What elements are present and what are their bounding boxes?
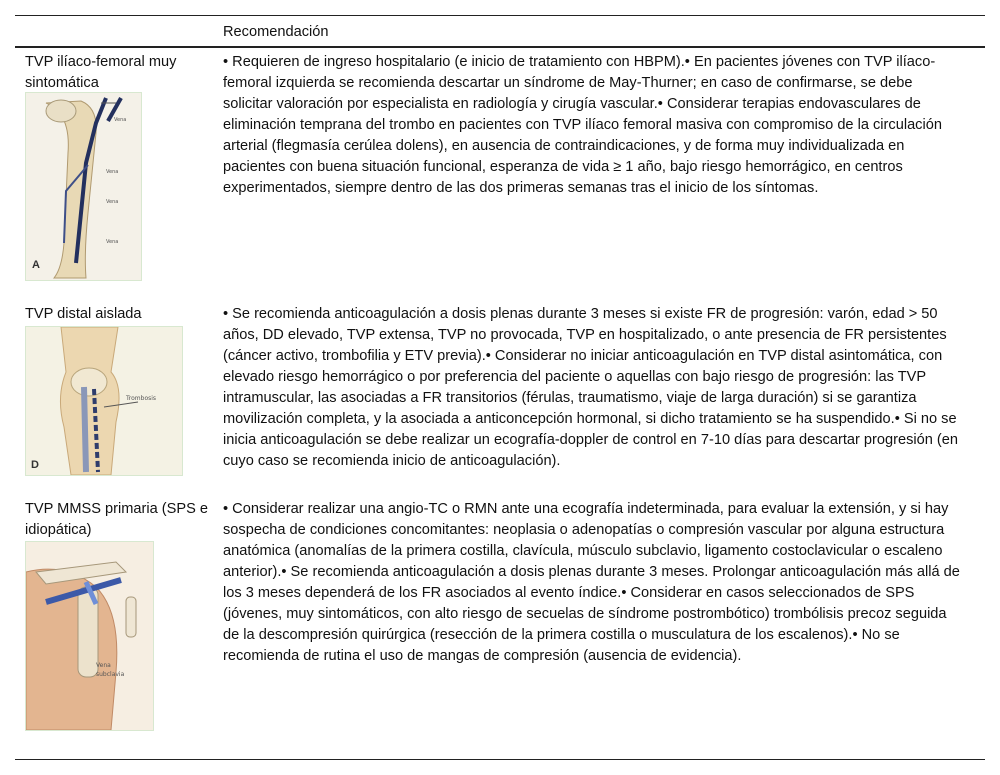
- figure-letter: D: [31, 459, 39, 471]
- row-title: TVP ilíaco-femoral muy sintomática: [25, 54, 177, 91]
- svg-text:Trombosis: Trombosis: [126, 395, 157, 402]
- row-recommendation: • Requieren de ingreso hospitalario (e inicio de tratamiento con HBPM).• En pacientes jóvenes con TVP ilíaco-femoral izquierda se recomienda descartar un síndrome de May-Thurner; en caso de confirmarse, se debe solicitar valoración por especialista en radiología y cirugía vascular.• Considerar terapias endovasculares de eliminación temprana del trombo en pacientes con TVP ilíaco femoral masiva con compromiso de la circulación arterial (flegmasía cerúlea dolens), en ausencia de contraindicaciones, y de forma muy individualizada en pacientes con buena situación funcional, esperanza de vida ≥ 1 año, bajo riesgo hemorrágico, en centros experimentados, siempre dentro de las dos primeras semanas tras el inicio de los síntomas.: [223, 54, 942, 196]
- svg-text:subclavia: subclavia: [96, 671, 125, 678]
- table-top-rule: [15, 15, 985, 16]
- row-title: TVP distal aislada: [25, 306, 142, 322]
- table-row: [15, 52, 985, 292]
- knee-thrombosis-illustration-icon: [25, 326, 183, 476]
- table-row: [15, 304, 985, 489]
- table-bottom-rule: [15, 759, 985, 760]
- row-recommendation: • Considerar realizar una angio-TC o RMN ante una ecografía indeterminada, para evaluar la extensión, y si hay sospecha de condiciones concomitantes: neoplasia o adenopatías o compresión vascular por alguna estructura anatómica (anomalías de la primera costilla, clavícula, músculo subclavio, ligamento costoclavicular o escaleno anterior).• Se recomienda anticoagulación a dosis plenas durante 3 meses. Prolongar anticoagulación más allá de los 3 meses dependerá de los FR asociados al evento índice.• Considerar en casos seleccionados de SPS (jóvenes, muy sintomáticos, con alto riesgo de secuelas de síndrome postrombótico) trombólisis precoz seguida de la descompresión quirúrgica (resección de la primera costilla o musculatura de los escalenos).• No se recomienda de rutina el uso de mangas de compresión (ausencia de evidencia).: [223, 501, 960, 664]
- shoulder-subclavian-illustration-icon: [25, 541, 154, 731]
- svg-text:Vena: Vena: [96, 662, 111, 669]
- table-row: [15, 499, 985, 739]
- svg-text:Vena: Vena: [114, 117, 127, 123]
- row-title: TVP MMSS primaria (SPS e idiopática): [25, 501, 209, 538]
- svg-text:Vena: Vena: [106, 169, 119, 175]
- leg-veins-illustration-icon: [25, 92, 142, 281]
- svg-text:Vena: Vena: [106, 239, 119, 245]
- column-header-recomendacion: Recomendación: [223, 24, 329, 40]
- svg-text:Vena: Vena: [106, 199, 119, 205]
- row-recommendation: • Se recomienda anticoagulación a dosis plenas durante 3 meses si existe FR de progresión: varón, edad > 50 años, DD elevado, TVP extensa, TVP no provocada, TVP en hospitalizado, o ante presencia de FR persistentes (cáncer activo, trombofilia y ETV previa).• Considerar no iniciar anticoagulación en TVP distal asintomática, con elevado riesgo hemorrágico o por preferencia del paciente o aquellas con bajo riesgo de progresión: las TVP intramuscular, las asociadas a FR transitorios (férulas, traumatismo, viaje de larga duración) si se garantiza movilización completa, y la asociada a anticoncepción hormonal, si dicho tratamiento se ha suspendido.• Si no se inicia anticoagulación se debe realizar un ecografía-doppler de control en 7-10 días para descartar progresión (en cuyo caso se recomienda inicio de anticoagulación).: [223, 306, 959, 469]
- table-header-rule: [15, 46, 985, 48]
- figure-letter: A: [32, 259, 40, 271]
